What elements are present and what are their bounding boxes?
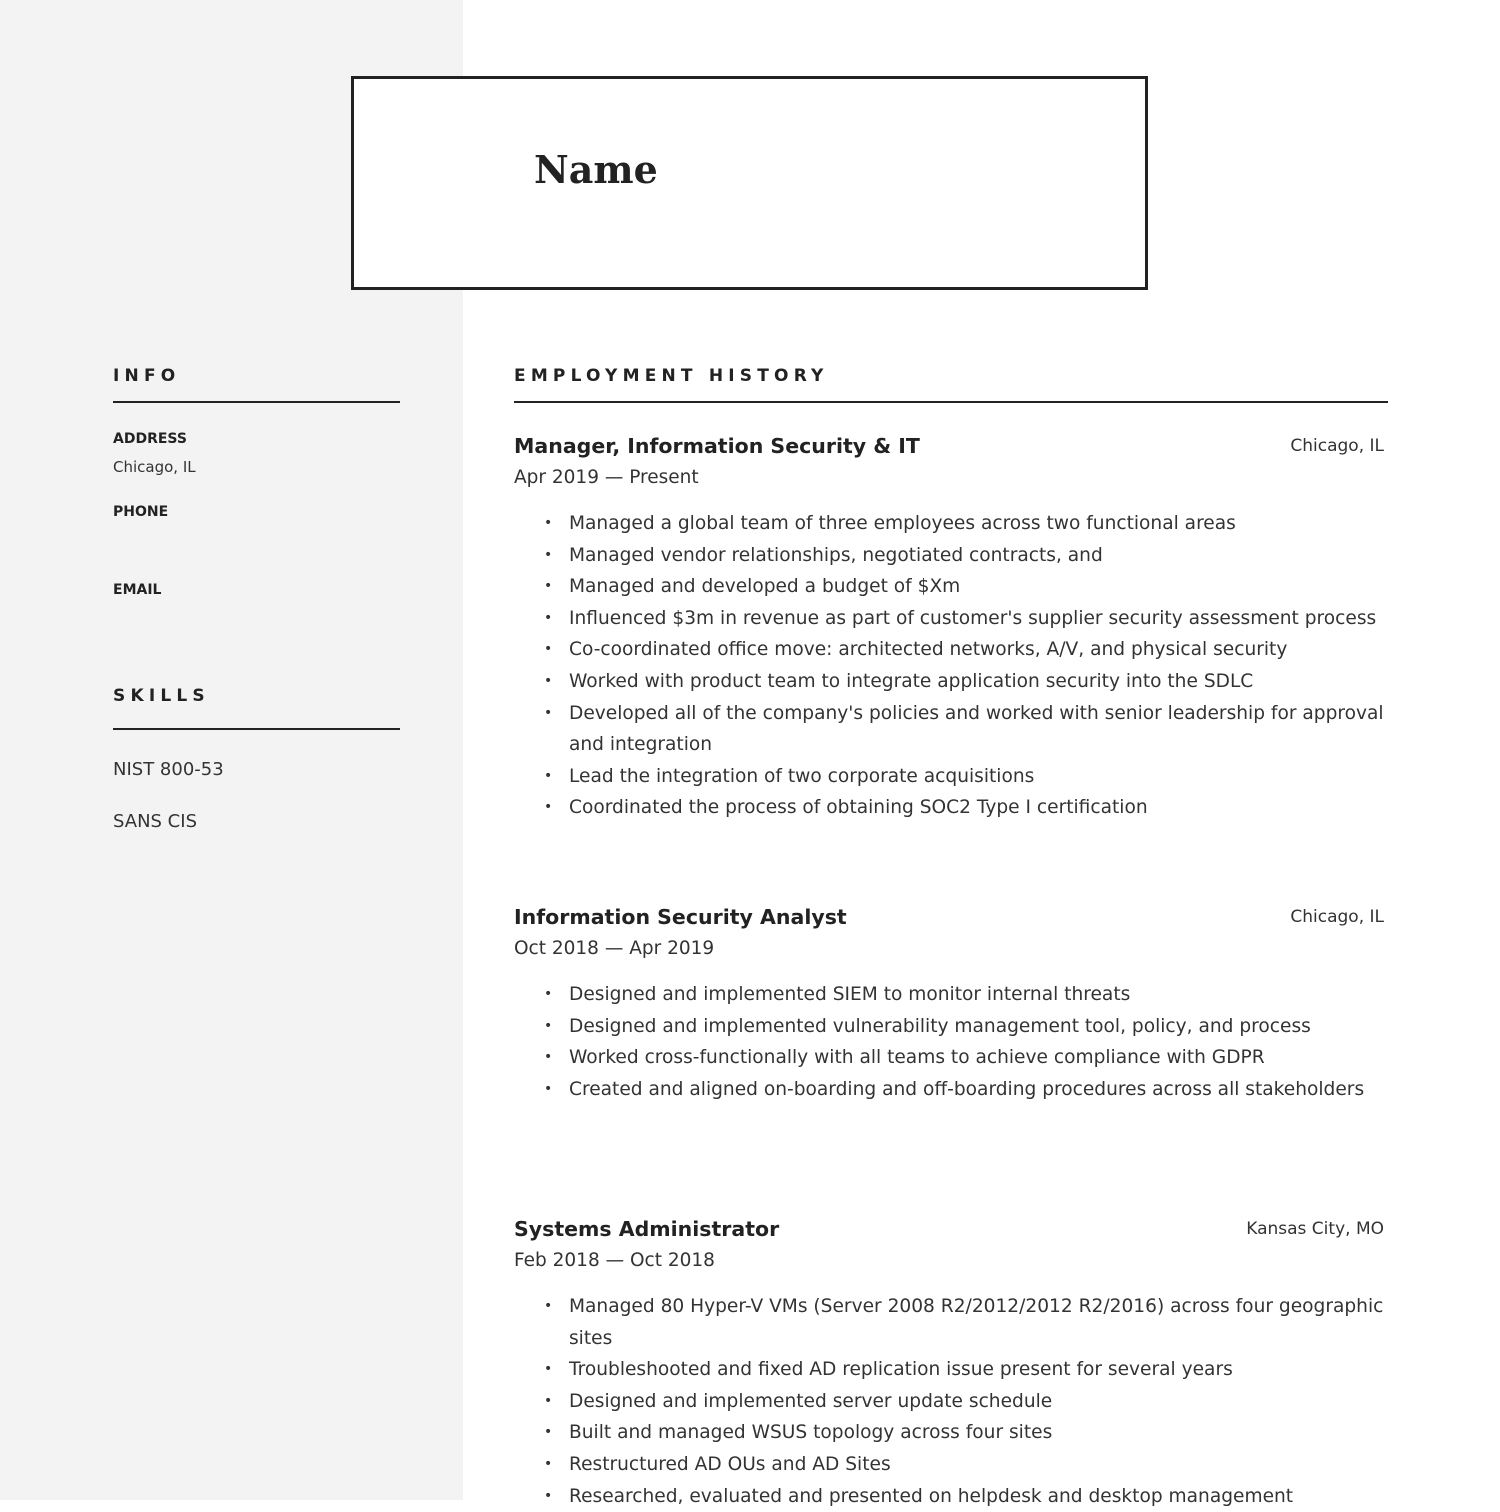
skill-item: SANS CIS [113, 811, 197, 832]
job-bullets [514, 1291, 1388, 1512]
bullet-item [514, 571, 1388, 603]
bullet-dot-icon: • [544, 704, 553, 721]
bullet-item [514, 1042, 1388, 1074]
job-title: Information Security Analyst [514, 905, 847, 929]
bullet-text: Restructured AD OUs and AD Sites [569, 1453, 891, 1475]
bullet-item [514, 540, 1388, 572]
bullet-dot-icon: • [544, 672, 553, 689]
employment-divider [514, 401, 1388, 403]
bullet-dot-icon: • [544, 578, 553, 595]
bullet-item [514, 792, 1388, 824]
bullet-item [514, 1417, 1388, 1449]
name-box [351, 76, 1148, 290]
bullet-dot-icon: • [544, 546, 553, 563]
bullet-text: Designed and implemented server update schedule [569, 1390, 1053, 1412]
bullet-dot-icon: • [544, 799, 553, 816]
bullet-text: Designed and implemented SIEM to monitor internal threats [569, 984, 1131, 1005]
bullet-item [514, 1449, 1388, 1481]
job-bullets [514, 979, 1388, 1105]
bullet-text: Troubleshooted and fixed AD replication issue present for several years [569, 1359, 1233, 1381]
bullet-dot-icon: • [544, 1361, 553, 1378]
bullet-text: Created and aligned on-boarding and off-boarding procedures across all stakeholders [569, 1078, 1365, 1100]
bullet-dot-icon: • [544, 986, 553, 1002]
candidate-name: Name [534, 147, 658, 192]
bullet-text: Lead the integration of two corporate acquisitions [569, 765, 1035, 787]
bullet-dot-icon: • [544, 515, 553, 531]
info-divider [113, 401, 400, 403]
bullet-item [514, 761, 1388, 793]
skill-item: NIST 800-53 [113, 759, 224, 780]
bullet-item [514, 603, 1388, 635]
bullet-dot-icon: • [544, 609, 553, 626]
bullet-item [514, 1011, 1388, 1043]
bullet-dot-icon: • [544, 1298, 553, 1314]
bullet-text: Built and managed WSUS topology across four sites [569, 1422, 1053, 1444]
bullet-dot-icon: • [544, 1424, 553, 1441]
bullet-item [514, 1074, 1388, 1106]
info-heading: INFO [113, 366, 181, 386]
bullet-dot-icon: • [544, 641, 553, 658]
bullet-item [514, 979, 1388, 1011]
job-title: Systems Administrator [514, 1217, 780, 1241]
bullet-text: Developed all of the company's policies and worked with senior leadership for approval and integration [569, 702, 1384, 756]
bullet-item [514, 1291, 1388, 1354]
job-dates: Apr 2019 — Present [514, 467, 699, 488]
job-location: Kansas City, MO [1246, 1219, 1384, 1239]
bullet-dot-icon: • [544, 1392, 553, 1409]
bullet-item [514, 1481, 1388, 1512]
bullet-text: Coordinated the process of obtaining SOC2 Type I certification [569, 797, 1148, 819]
job-location: Chicago, IL [1290, 907, 1384, 927]
bullet-dot-icon: • [544, 1017, 553, 1034]
job-entry [514, 430, 1388, 824]
bullet-text: Researched, evaluated and presented on helpdesk and desktop management [569, 1485, 1294, 1507]
skills-divider [113, 728, 400, 730]
address-label: ADDRESS [113, 431, 187, 447]
phone-label: PHONE [113, 504, 169, 520]
job-location: Chicago, IL [1290, 436, 1384, 456]
skills-heading: SKILLS [113, 686, 210, 706]
bullet-text: Managed a global team of three employees across two functional areas [569, 513, 1236, 534]
email-label: EMAIL [113, 582, 162, 598]
bullet-item [514, 666, 1388, 698]
bullet-item [514, 508, 1388, 540]
employment-heading: EMPLOYMENT HISTORY [514, 366, 829, 386]
bullet-item [514, 1386, 1388, 1418]
bullet-text: Worked cross-functionally with all teams to achieve compliance with GDPR [569, 1047, 1265, 1069]
job-entry [514, 901, 1388, 1105]
job-entry [514, 1213, 1388, 1512]
bullet-text: Managed and developed a budget of $Xm [569, 576, 961, 598]
bullet-item [514, 1354, 1388, 1386]
job-dates: Feb 2018 — Oct 2018 [514, 1250, 715, 1271]
bullet-item [514, 698, 1388, 761]
bullet-text: Designed and implemented vulnerability management tool, policy, and process [569, 1015, 1311, 1037]
bullet-dot-icon: • [544, 767, 553, 784]
bullet-item [514, 634, 1388, 666]
bullet-text: Influenced $3m in revenue as part of customer's supplier security assessment process [569, 607, 1377, 629]
job-dates: Oct 2018 — Apr 2019 [514, 938, 715, 959]
bullet-dot-icon: • [544, 1080, 553, 1097]
bullet-text: Co-coordinated office move: architected networks, A/V, and physical security [569, 639, 1288, 661]
bullet-text: Worked with product team to integrate application security into the SDLC [569, 670, 1254, 692]
bullet-dot-icon: • [544, 1487, 553, 1504]
bullet-text: Managed 80 Hyper-V VMs (Server 2008 R2/2012/2012 R2/2016) across four geographic sites [569, 1296, 1384, 1349]
bullet-dot-icon: • [544, 1455, 553, 1472]
bullet-dot-icon: • [544, 1049, 553, 1066]
bullet-text: Managed vendor relationships, negotiated contracts, and [569, 544, 1103, 566]
job-bullets [514, 508, 1388, 824]
address-value: Chicago, IL [113, 458, 196, 476]
job-title: Manager, Information Security & IT [514, 434, 920, 458]
